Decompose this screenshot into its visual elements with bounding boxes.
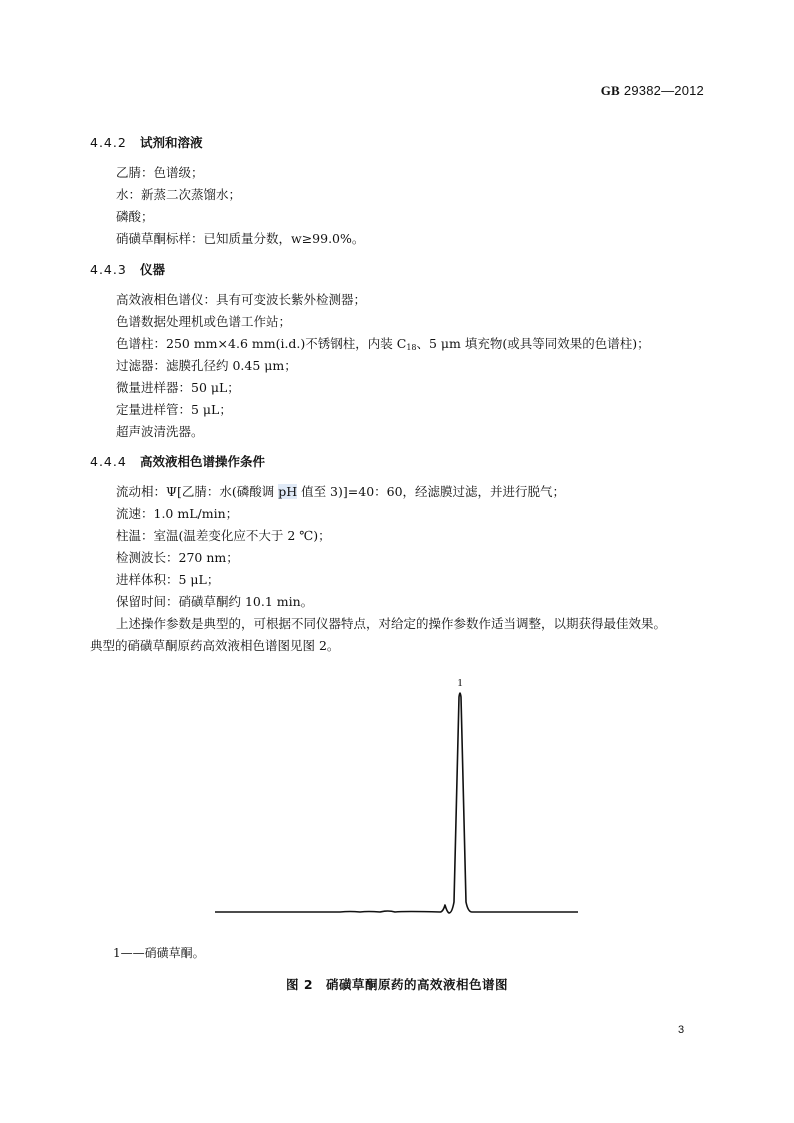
section-number: 4.4.2 xyxy=(90,135,127,150)
standard-number xyxy=(601,83,704,99)
section-number: 4.4.3 xyxy=(90,262,127,277)
text-span: 色谱柱：250 mm×4.6 mm(i.d.)不锈钢柱，内装 C xyxy=(116,336,407,351)
section-number: 4.4.4 xyxy=(90,454,127,469)
text-line: 微量进样器：50 μL； xyxy=(116,380,240,395)
section-heading-4-4-2 xyxy=(90,133,203,151)
text-line: 超声波清洗器。 xyxy=(116,424,204,439)
subscript: 18 xyxy=(406,343,417,352)
section-title: 高效液相色谱操作条件 xyxy=(140,454,266,469)
figure-legend: 1——硝磺草酮。 xyxy=(113,946,205,960)
text-line: 典型的硝磺草酮原药高效液相色谱图见图 2。 xyxy=(90,638,340,653)
std-number: 29382—2012 xyxy=(623,83,704,98)
text-line: 保留时间：硝磺草酮约 10.1 min。 xyxy=(116,594,314,609)
text-span: 、5 μm 填充物(或具等同效果的色谱柱)； xyxy=(416,336,650,351)
text-line xyxy=(116,334,650,352)
text-line: 柱温：室温(温差变化应不大于 2 ℃)； xyxy=(116,528,331,543)
section-heading-4-4-4 xyxy=(90,452,265,470)
page-number: 3 xyxy=(678,1024,685,1036)
highlighted-text: pH xyxy=(278,484,298,499)
text-span: 流动相：Ψ[乙腈：水(磷酸调 xyxy=(116,484,279,499)
section-heading-4-4-3 xyxy=(90,260,165,278)
std-prefix: GB xyxy=(600,83,620,98)
text-line: 检测波长：270 nm； xyxy=(116,550,239,565)
peak-label: 1 xyxy=(457,677,463,689)
text-line: 定量进样管：5 μL； xyxy=(116,402,232,417)
text-line: 高效液相色谱仪：具有可变波长紫外检测器； xyxy=(116,292,367,307)
text-line: 上述操作参数是典型的，可根据不同仪器特点，对给定的操作参数作适当调整，以期获得最佳效果。 xyxy=(116,616,667,631)
text-line: 磷酸； xyxy=(116,209,154,224)
text-line: 色谱数据处理机或色谱工作站； xyxy=(116,314,292,329)
text-line: 硝磺草酮标样：已知质量分数，w≥99.0%。 xyxy=(116,231,365,246)
chromatogram-trace xyxy=(215,693,578,913)
text-line: 流速：1.0 mL/min； xyxy=(116,506,239,521)
text-line: 进样体积：5 μL； xyxy=(116,572,220,587)
text-span: 值至 3)]=40：60，经滤膜过滤，并进行脱气； xyxy=(297,484,566,499)
text-line: 水：新蒸二次蒸馏水； xyxy=(116,187,242,202)
text-line: 乙腈：色谱级； xyxy=(116,165,204,180)
text-line: 过滤器：滤膜孔径约 0.45 μm； xyxy=(116,358,297,373)
section-title: 仪器 xyxy=(140,262,166,277)
figure-caption: 图 2 硝磺草酮原药的高效液相色谱图 xyxy=(285,977,509,992)
section-title: 试剂和溶液 xyxy=(140,135,203,150)
text-line xyxy=(116,482,565,500)
chromatogram xyxy=(210,672,590,922)
chromatogram-plot xyxy=(210,672,590,922)
